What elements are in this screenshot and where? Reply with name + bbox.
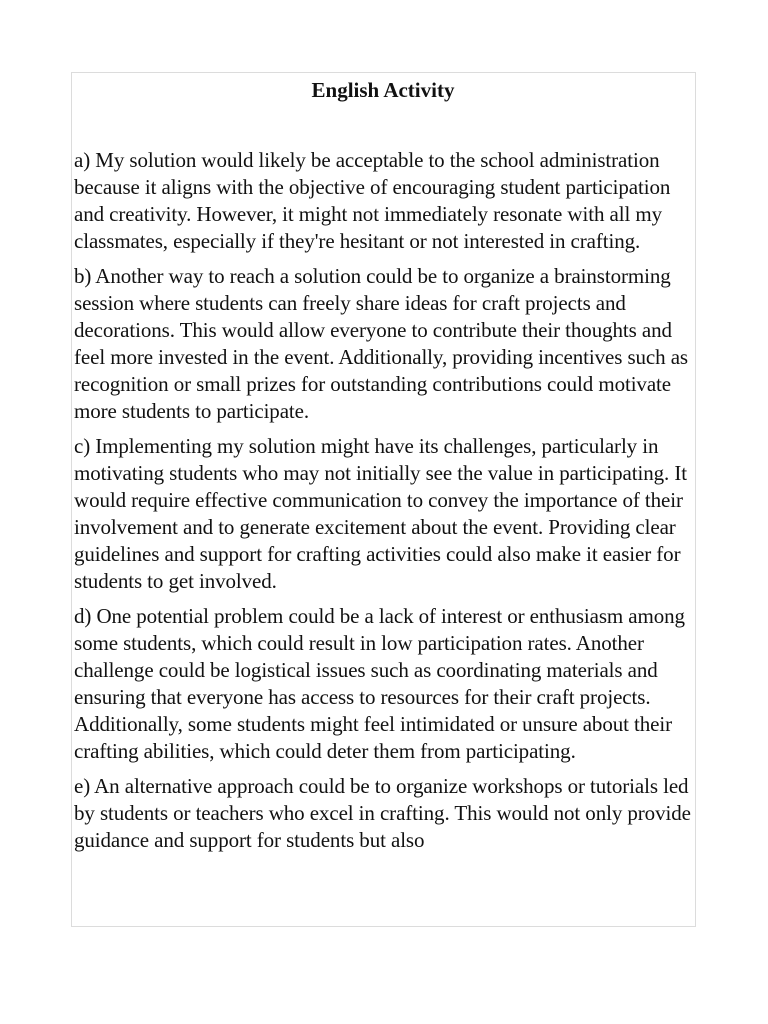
- document-title: English Activity: [311, 78, 455, 102]
- paragraph-e: e) An alternative approach could be to organize workshops or tutorials led by students or teachers who excel in crafting. This would not only provide guidance and support for students but also: [74, 774, 691, 852]
- paragraph-b: b) Another way to reach a solution could be to organize a brainstorming session where students can freely share ideas for craft projects and decorations. This would allow everyone to contribute their thoughts and feel more invested in the event. Additionally, providing incentives such as recognition or small prizes for outstanding contributions could motivate more students to participate.: [74, 264, 688, 423]
- document-content-frame: [71, 72, 696, 927]
- paragraph-d: d) One potential problem could be a lack of interest or enthusiasm among some students, which could result in low participation rates. Another challenge could be logistical issues such as coordinating materials and ensuring that everyone has access to resources for their craft projects. Additionally, some students might feel intimidated or unsure about their crafting abilities, which could deter them from participating.: [74, 604, 685, 763]
- paragraph-c: c) Implementing my solution might have its challenges, particularly in motivating students who may not initially see the value in participating. It would require effective communication to convey the importance of their involvement and to generate excitement about the event. Providing clear guidelines and support for crafting activities could also make it easier for students to get involved.: [74, 434, 687, 593]
- paragraph-a: a) My solution would likely be acceptable to the school administration because it aligns with the objective of encouraging student participation and creativity. However, it might not immediately resonate with all my classmates, especially if they're hesitant or not interested in crafting.: [74, 148, 671, 253]
